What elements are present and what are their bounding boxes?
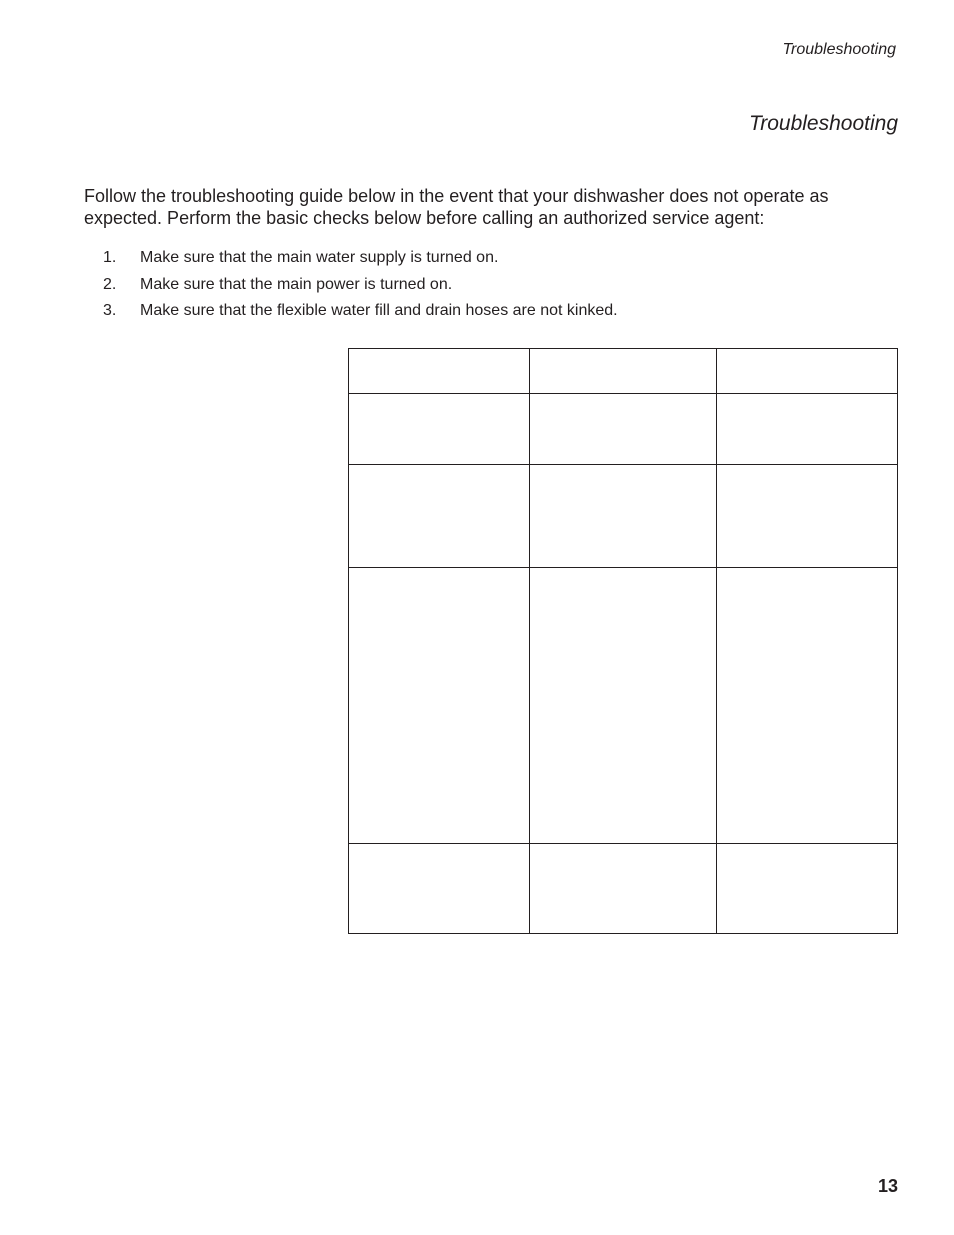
table-cell (717, 844, 898, 934)
table-cell (349, 394, 530, 465)
list-item (103, 276, 803, 303)
list-item-number: 3. (103, 302, 117, 319)
list-item-number: 2. (103, 275, 117, 293)
page-number: 13 (877, 1176, 898, 1196)
table-cell (530, 394, 717, 465)
table-cell (717, 465, 898, 568)
table-cell (349, 568, 530, 844)
intro-paragraph: Follow the troubleshooting guide below in the event that your dishwasher does not operate as expected. Perform the basic checks below before calling an authorized service agent: (84, 186, 829, 228)
list-item (103, 302, 803, 329)
table-cell (530, 465, 717, 568)
table-cell (349, 844, 530, 934)
table-row (349, 394, 898, 465)
table-cell (349, 349, 530, 394)
table-cell (717, 568, 898, 844)
section-title: Troubleshooting (748, 112, 898, 135)
table-cell (530, 568, 717, 844)
list-item-text: Make sure that the main water supply is turned on. (140, 249, 499, 266)
list-item-text: Make sure that the flexible water fill and drain hoses are not kinked. (140, 302, 618, 319)
table-cell (530, 844, 717, 934)
table-row (349, 568, 898, 844)
table-cell (349, 465, 530, 568)
list-item-text: Make sure that the main power is turned on. (140, 275, 453, 293)
running-header: Troubleshooting (782, 41, 896, 58)
table-cell (717, 394, 898, 465)
troubleshooting-table (348, 348, 898, 934)
table-row (349, 844, 898, 934)
table-row (349, 349, 898, 394)
table-cell (717, 349, 898, 394)
table-cell (530, 349, 717, 394)
list-item (103, 249, 803, 276)
table-row (349, 465, 898, 568)
basic-checks-list (103, 249, 803, 329)
list-item-number: 1. (103, 249, 117, 266)
